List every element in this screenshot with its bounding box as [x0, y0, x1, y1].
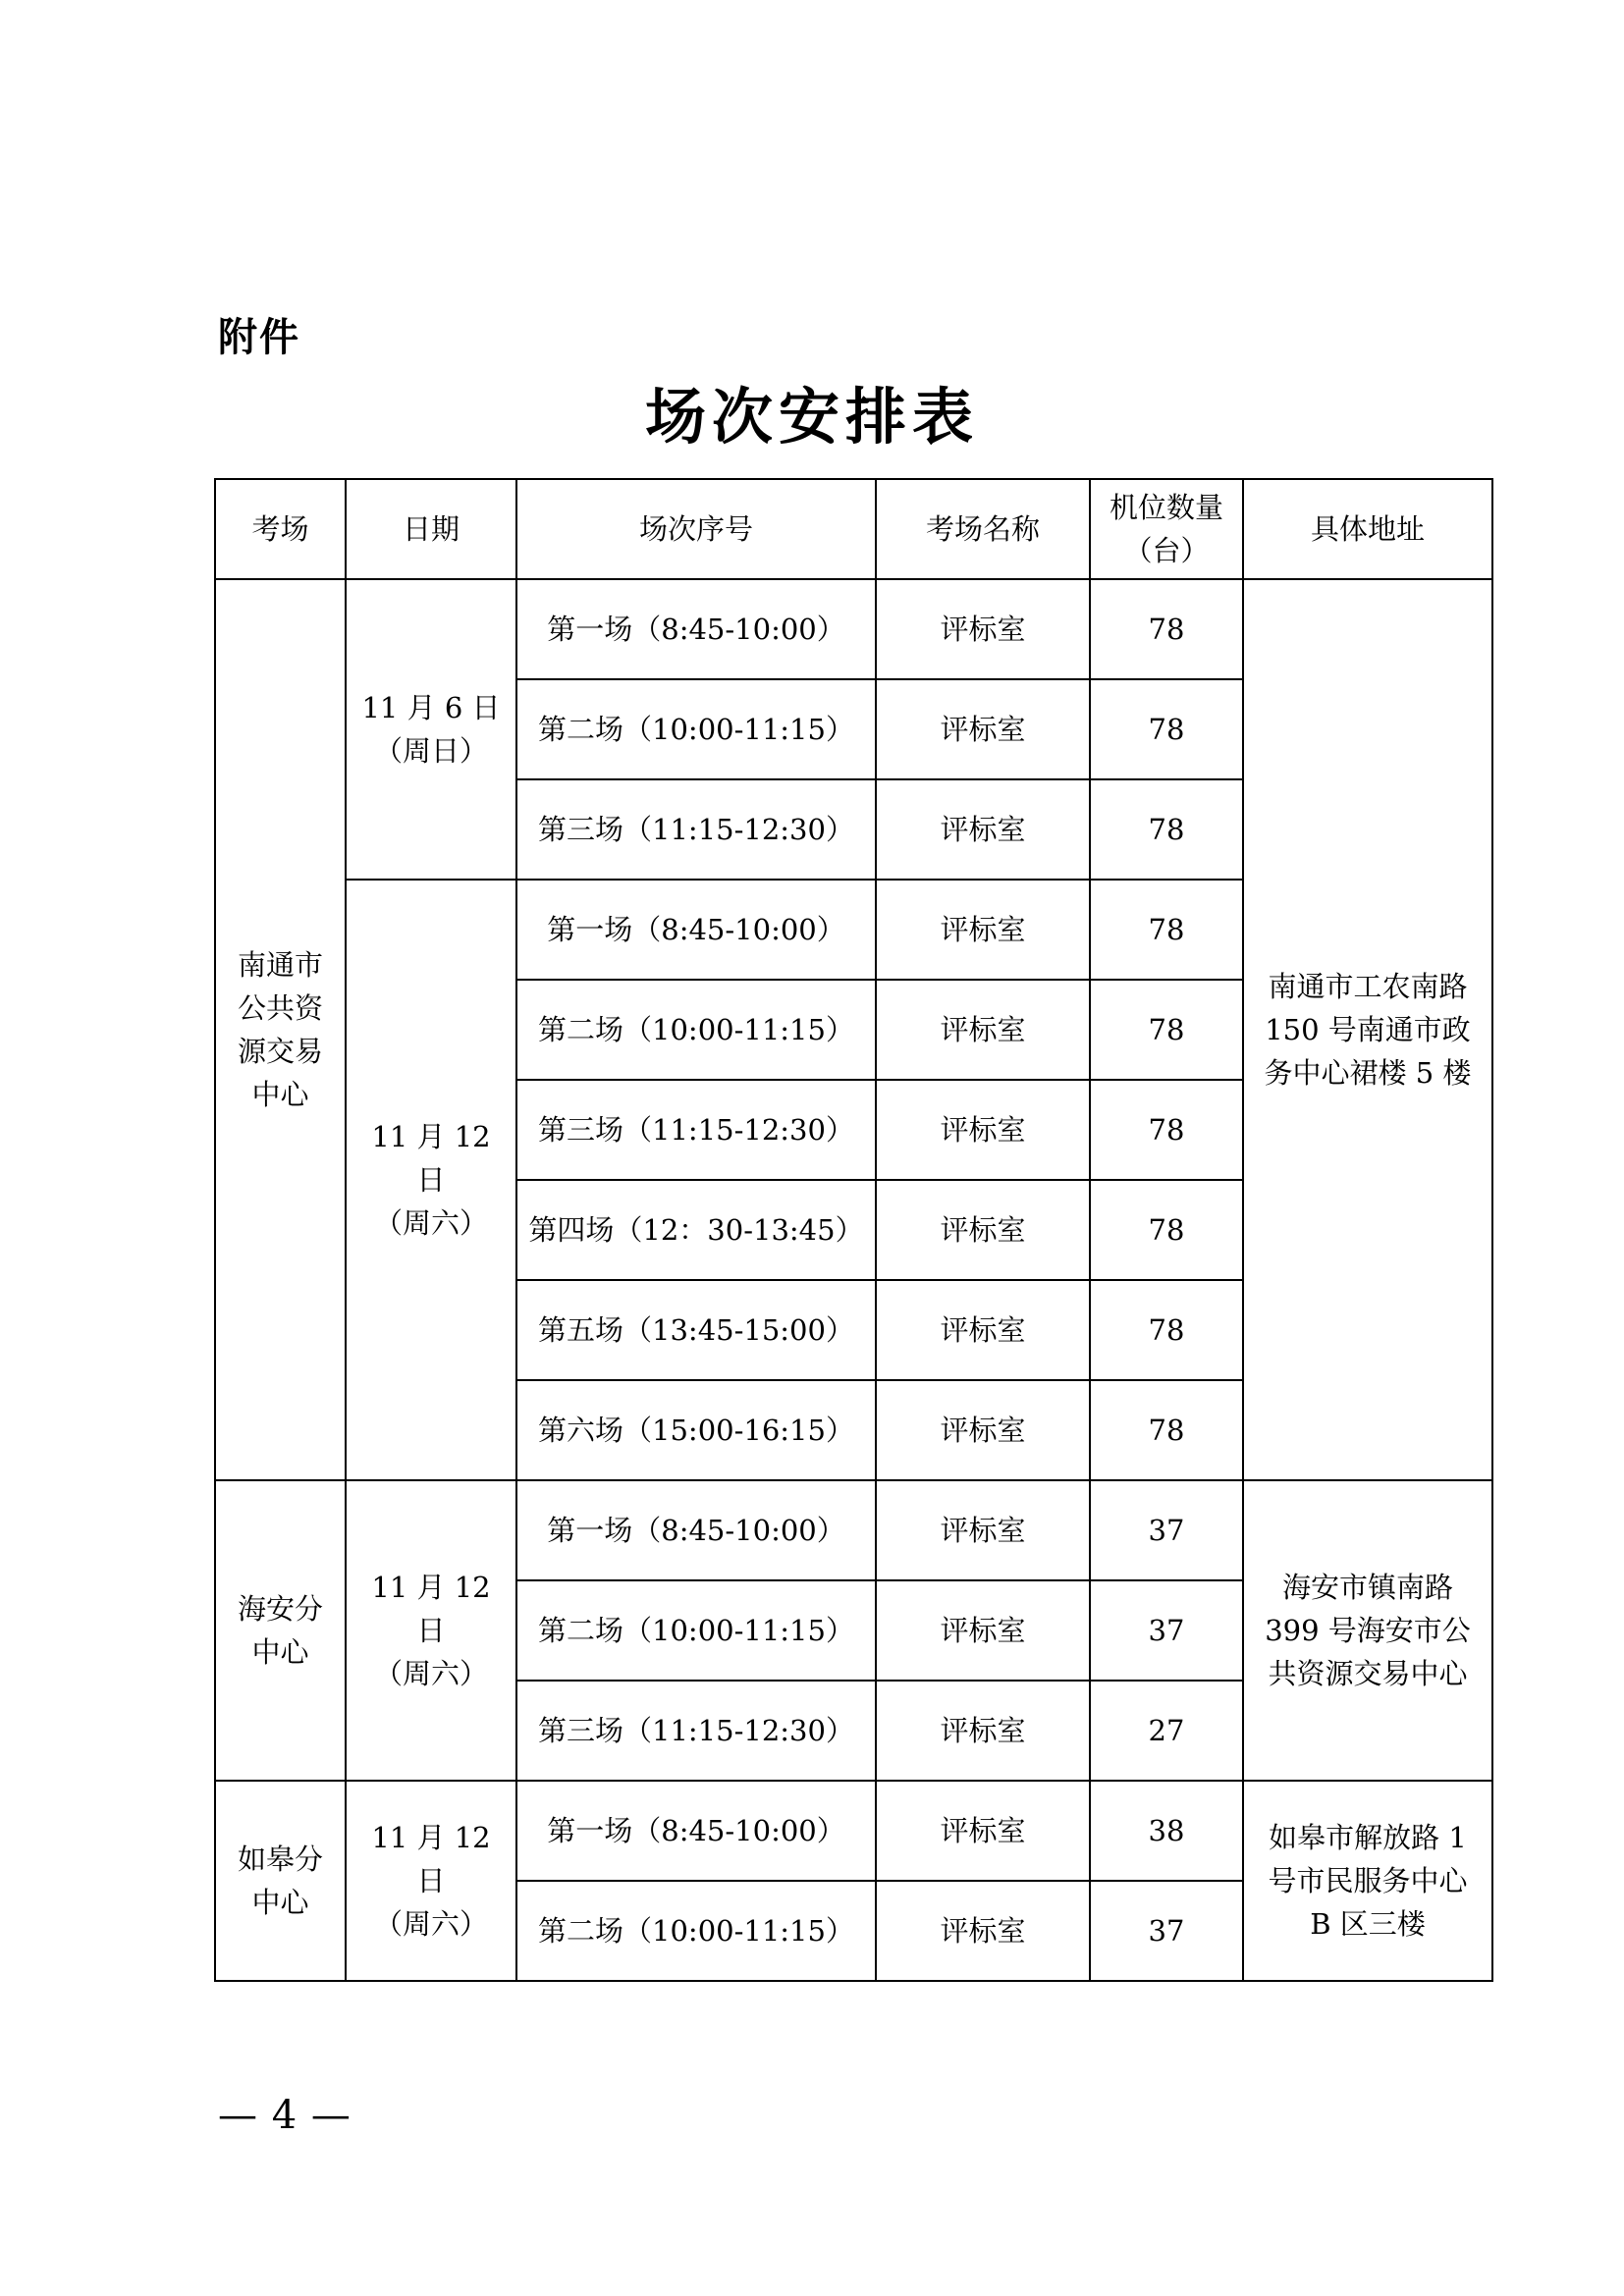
address-line: 海安市镇南路	[1281, 1571, 1453, 1604]
room-cell: 评标室	[876, 779, 1090, 880]
header-session: 场次序号	[516, 479, 876, 579]
venue-cell	[215, 579, 346, 1480]
venue-cell	[215, 1781, 346, 1981]
venue-line: 南通市	[237, 948, 323, 982]
session-cell: 第一场（8:45-10:00）	[516, 1781, 876, 1881]
address-line: 如皋市解放路 1	[1269, 1821, 1467, 1854]
session-cell: 第三场（11:15-12:30）	[516, 779, 876, 880]
session-cell: 第四场（12：30-13:45）	[516, 1180, 876, 1280]
seats-cell: 37	[1090, 1881, 1243, 1981]
venue-line: 如皋分	[237, 1842, 323, 1876]
venue-line: 源交易	[237, 1035, 323, 1068]
room-cell: 评标室	[876, 1280, 1090, 1380]
address-cell	[1243, 579, 1492, 1480]
date-cell	[346, 1480, 516, 1781]
room-cell: 评标室	[876, 1380, 1090, 1480]
seats-cell: 78	[1090, 779, 1243, 880]
session-cell: 第一场（8:45-10:00）	[516, 579, 876, 679]
address-line: 南通市工农南路	[1268, 970, 1468, 1003]
date-line: （周六）	[373, 1206, 488, 1240]
venue-line: 中心	[251, 1886, 309, 1919]
date-line: 11 月 6 日	[361, 691, 501, 724]
session-cell: 第五场（13:45-15:00）	[516, 1280, 876, 1380]
table-row	[215, 579, 1492, 679]
room-cell: 评标室	[876, 1080, 1090, 1180]
header-room: 考场名称	[876, 479, 1090, 579]
venue-line: 中心	[251, 1078, 309, 1111]
session-cell: 第二场（10:00-11:15）	[516, 980, 876, 1080]
room-cell: 评标室	[876, 980, 1090, 1080]
header-venue: 考场	[215, 479, 346, 579]
session-cell: 第一场（8:45-10:00）	[516, 1480, 876, 1580]
seats-cell: 38	[1090, 1781, 1243, 1881]
date-cell	[346, 880, 516, 1480]
seats-cell: 78	[1090, 1380, 1243, 1480]
session-cell: 第二场（10:00-11:15）	[516, 679, 876, 779]
table-row	[215, 1781, 1492, 1881]
address-cell	[1243, 1480, 1492, 1781]
session-cell: 第三场（11:15-12:30）	[516, 1080, 876, 1180]
header-seats-line1: 机位数量	[1109, 491, 1223, 524]
date-line: 11 月 12 日	[371, 1120, 491, 1197]
seats-cell: 78	[1090, 1280, 1243, 1380]
address-line: 务中心裙楼 5 楼	[1264, 1056, 1472, 1090]
seats-cell: 78	[1090, 679, 1243, 779]
date-line: （周六）	[373, 1657, 488, 1690]
address-line: 号市民服务中心	[1268, 1864, 1468, 1897]
address-line: 150 号南通市政	[1265, 1013, 1471, 1046]
address-line: 共资源交易中心	[1268, 1657, 1468, 1690]
session-cell: 第二场（10:00-11:15）	[516, 1580, 876, 1681]
date-line: 11 月 12 日	[371, 1821, 491, 1897]
room-cell: 评标室	[876, 1180, 1090, 1280]
seats-cell: 37	[1090, 1580, 1243, 1681]
seats-cell: 27	[1090, 1681, 1243, 1781]
address-cell	[1243, 1781, 1492, 1981]
venue-line: 中心	[251, 1635, 309, 1669]
header-address: 具体地址	[1243, 479, 1492, 579]
session-cell: 第一场（8:45-10:00）	[516, 880, 876, 980]
room-cell: 评标室	[876, 679, 1090, 779]
venue-cell	[215, 1480, 346, 1781]
room-cell: 评标室	[876, 1781, 1090, 1881]
seats-cell: 78	[1090, 980, 1243, 1080]
seats-cell: 78	[1090, 579, 1243, 679]
seats-cell: 78	[1090, 1080, 1243, 1180]
seats-cell: 78	[1090, 880, 1243, 980]
seats-cell: 78	[1090, 1180, 1243, 1280]
session-cell: 第六场（15:00-16:15）	[516, 1380, 876, 1480]
table-row	[215, 1480, 1492, 1580]
page-title: 场次安排表	[644, 381, 979, 453]
room-cell: 评标室	[876, 1580, 1090, 1681]
attachment-label: 附件	[218, 315, 300, 360]
room-cell: 评标室	[876, 1881, 1090, 1981]
table-header-row	[215, 479, 1492, 579]
room-cell: 评标室	[876, 880, 1090, 980]
header-date: 日期	[346, 479, 516, 579]
schedule-table	[214, 478, 1493, 1982]
venue-line: 海安分	[237, 1592, 323, 1626]
room-cell: 评标室	[876, 1681, 1090, 1781]
venue-line: 公共资	[237, 991, 323, 1025]
room-cell: 评标室	[876, 579, 1090, 679]
header-seats	[1090, 479, 1243, 579]
page-number: — 4 —	[218, 2093, 352, 2138]
date-cell	[346, 1781, 516, 1981]
seats-cell: 37	[1090, 1480, 1243, 1580]
room-cell: 评标室	[876, 1480, 1090, 1580]
date-line: 11 月 12 日	[371, 1571, 491, 1647]
address-line: 399 号海安市公	[1265, 1614, 1471, 1647]
date-line: （周六）	[373, 1907, 488, 1941]
header-seats-line2: （台）	[1123, 534, 1210, 567]
session-cell: 第三场（11:15-12:30）	[516, 1681, 876, 1781]
session-cell: 第二场（10:00-11:15）	[516, 1881, 876, 1981]
address-line: B 区三楼	[1310, 1907, 1426, 1941]
date-line: （周日）	[373, 734, 488, 768]
date-cell	[346, 579, 516, 880]
